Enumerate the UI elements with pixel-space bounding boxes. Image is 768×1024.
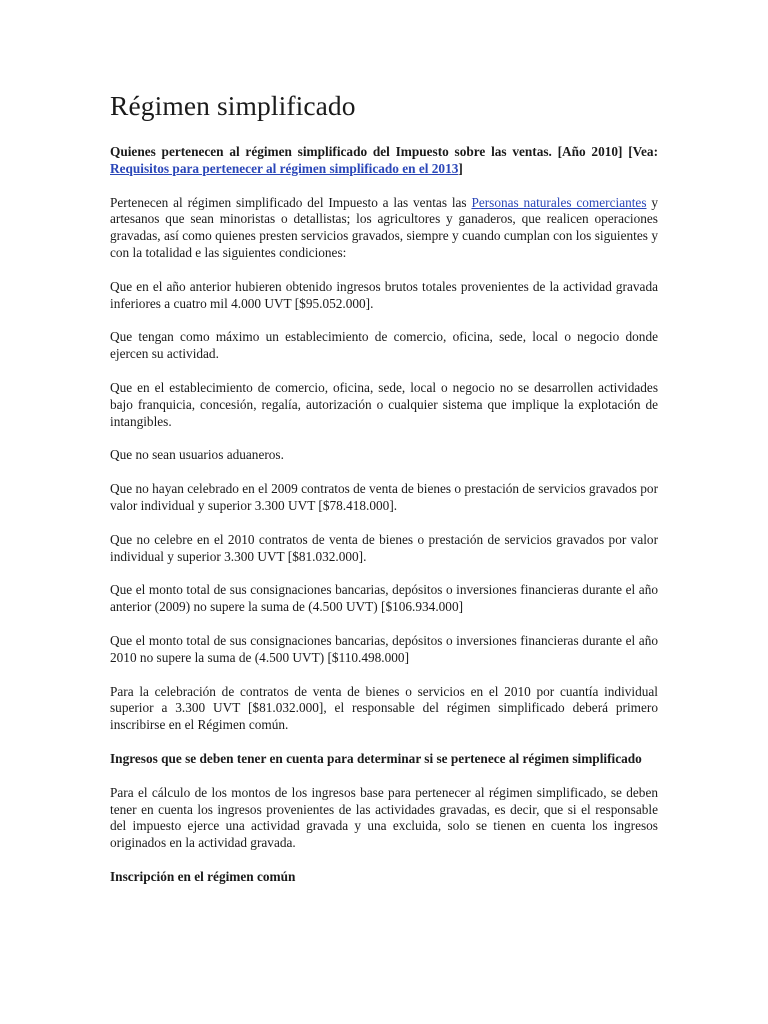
requisitos-2013-link[interactable]: Requisitos para pertenecer al régimen simplificado en el 2013 (110, 160, 459, 176)
intro-tail: ] (458, 160, 463, 176)
page-title: Régimen simplificado (110, 90, 356, 121)
document-page (110, 86, 658, 903)
personas-naturales-link[interactable]: Personas naturales comerciantes (471, 194, 647, 210)
paragraph-contratos-2010: Que no celebre en el 2010 contratos de venta de bienes o prestación de servicios gravados por valor individual y superior 3.300 UVT [$81.032.000]. (110, 531, 658, 564)
paragraph-ingresos-brutos: Que en el año anterior hubieren obtenido ingresos brutos totales provenientes de la actividad gravada inferiores a cuatro mil 4.000 UVT [$95.052.000]. (110, 278, 658, 311)
p1-before: Pertenecen al régimen simplificado del Impuesto a las ventas las (110, 194, 472, 210)
paragraph-consignaciones-2009: Que el monto total de sus consignaciones bancarias, depósitos o inversiones financieras durante el año anterior (2009) no supere la suma de (4.500 UVT) [$106.934.000] (110, 582, 658, 615)
intro-paragraph (110, 144, 658, 178)
p1-after: y artesanos que sean minoristas o detallistas; los agricultores y ganaderos, que realicen operaciones gravadas, así como quienes presten servicios gravados, siempre y cuando cumplan con los siguientes y con la totalidad e las siguientes condiciones: (110, 194, 658, 260)
paragraph-franquicia: Que en el establecimiento de comercio, oficina, sede, local o negocio no se desarrollen actividades bajo franquicia, concesión, regalía, autorización o cualquier sistema que implique la explotación de intangibles. (110, 379, 658, 429)
paragraph-usuarios-aduaneros: Que no sean usuarios aduaneros. (110, 447, 284, 463)
paragraph-calculo-ingresos: Para el cálculo de los montos de los ingresos base para pertenecer al régimen simplificado, se deben tener en cuenta los ingresos provenientes de las actividades gravadas, es decir, que si el responsable del impuesto ejerce una actividad gravada y una excluida, solo se tienen en cuenta los ingresos originados en la actividad gravada. (110, 784, 658, 851)
section-heading-inscripcion: Inscripción en el régimen común (110, 868, 296, 884)
section-heading-ingresos: Ingresos que se deben tener en cuenta para determinar si se pertenece al régimen simplificado (110, 750, 642, 766)
intro-lead: Quienes pertenecen al régimen simplificado del Impuesto sobre las ventas. [Año 2010] [Vea: (110, 144, 658, 159)
paragraph-celebracion-contratos: Para la celebración de contratos de venta de bienes o servicios en el 2010 por cuantía individual superior a 3.300 UVT [$81.032.000], el responsable del régimen simplificado deberá primero inscribirse en el Régimen común. (110, 683, 658, 733)
paragraph-pertenecen (110, 195, 658, 262)
paragraph-establecimiento: Que tengan como máximo un establecimiento de comercio, oficina, sede, local o negocio donde ejercen su actividad. (110, 329, 658, 362)
paragraph-contratos-2009: Que no hayan celebrado en el 2009 contratos de venta de bienes o prestación de servicios gravados por valor individual y superior 3.300 UVT [$78.418.000]. (110, 481, 658, 513)
paragraph-consignaciones-2010: Que el monto total de sus consignaciones bancarias, depósitos o inversiones financieras durante el año 2010 no supere la suma de (4.500 UVT) [$110.498.000] (110, 632, 658, 665)
